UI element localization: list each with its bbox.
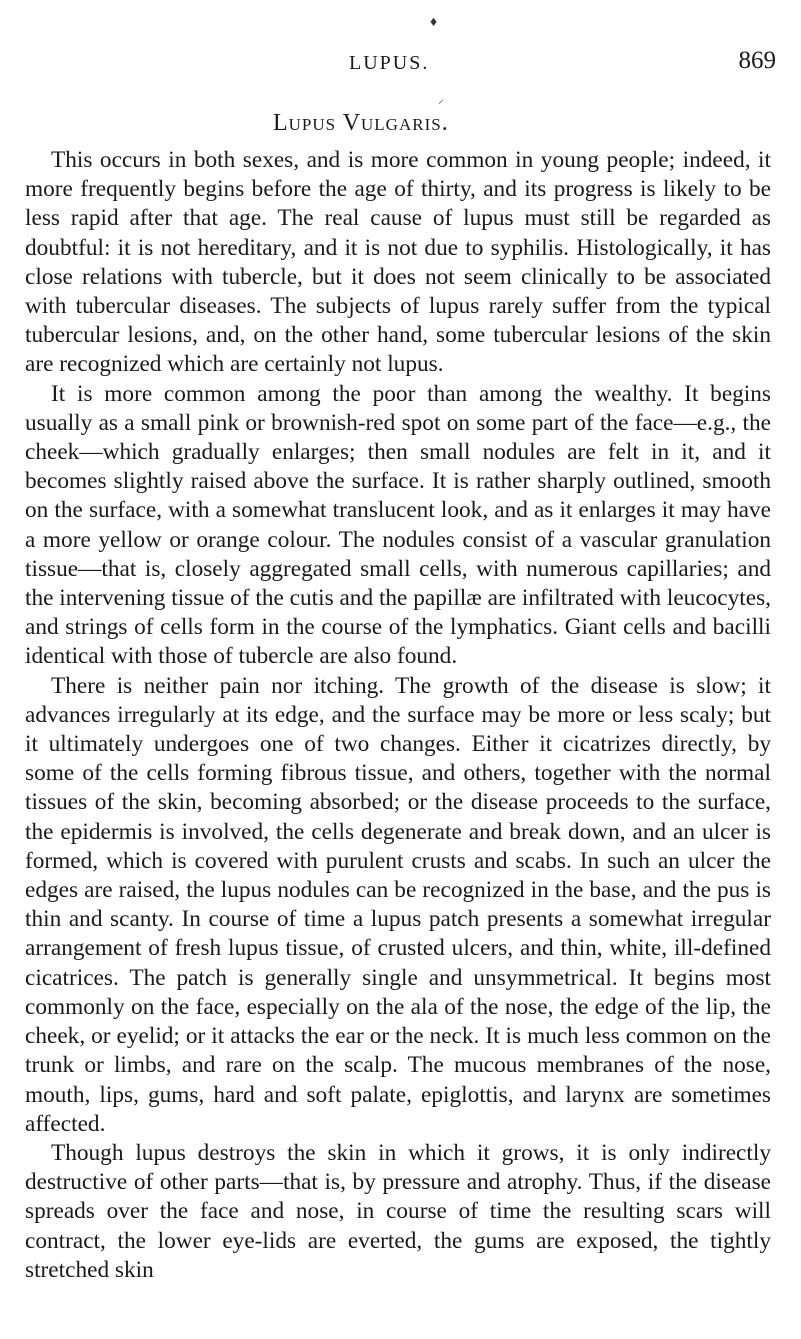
paragraph: Though lupus destroys the skin in which it grows, it is only indirectly destructive of other parts—that is, by pressure and atrophy. Thus, if the disease spreads over the face and nose, in course of time the resulting scars will contract, the lower eye-lids are everted, the gums are exposed, the tightly stretched skin (25, 1139, 771, 1283)
running-head: LUPUS. (349, 52, 430, 74)
paragraph: It is more common among the poor than among the wealthy. It begins usually as a small pink or brownish-red spot on some part of the face—e.g., the cheek—which gradually enlarges; then small nodules are felt in it, and it becomes slightly raised above the surface. It is rather sharply outlined, smooth on the surface, with a somewhat translucent look, and as it enlarges it may have a more yellow or orange colour. The nodules consist of a vascular granulation tissue—that is, closely aggregated small cells, with numerous capillaries; and the intervening tissue of the cutis and the papillæ are infiltrated with leucocytes, and strings of cells form in the course of the lymphatics. Giant cells and bacilli identical with those of tubercle are also found. (25, 380, 771, 670)
page-number: 869 (738, 47, 776, 74)
body-text (25, 146, 771, 1285)
paragraph: There is neither pain nor itching. The growth of the disease is slow; it advances irregularly at its edge, and the surface may be more or less scaly; but it ultimately undergoes one of two changes. Either it cicatrizes directly, by some of the cells forming fibrous tissue, and others, together with the normal tissues of the skin, becoming absorbed; or the disease proceeds to the surface, the epidermis is involved, the cells degenerate and break down, and an ulcer is formed, which is covered with purulent crusts and scabs. In such an ulcer the edges are raised, the lupus nodules can be recognized in the base, and the pus is thin and scanty. In course of time a lupus patch presents a somewhat irregular arrangement of fresh lupus tissue, of crusted ulcers, and thin, white, ill-defined cicatrices. The patch is generally single and unsymmetrical. It begins most commonly on the face, especially on the ala of the nose, the edge of the lip, the cheek, or eyelid; or it attacks the ear or the neck. It is much less common on the trunk or limbs, and rare on the scalp. The mucous membranes of the nose, mouth, lips, gums, hard and soft palate, epiglottis, and larynx are sometimes affected. (25, 672, 771, 1137)
print-speck-icon: ♦ (430, 15, 438, 30)
section-title: Lupus Vulgaris. (273, 110, 449, 136)
paragraph: This occurs in both sexes, and is more common in young people; indeed, it more frequently begins before the age of thirty, and its progress is likely to be less rapid after that age. The real cause of lupus must still be regarded as doubtful: it is not hereditary, and it is not due to syphilis. Histologically, it has close relations with tubercle, but it does not seem clinically to be associated with tubercular diseases. The subjects of lupus rarely suffer from the typical tubercular lesions, and, on the other hand, some tubercular lesions of the skin are recognized which are certainly not lupus. (25, 147, 771, 378)
print-mark-icon: ⸝ (438, 92, 445, 106)
